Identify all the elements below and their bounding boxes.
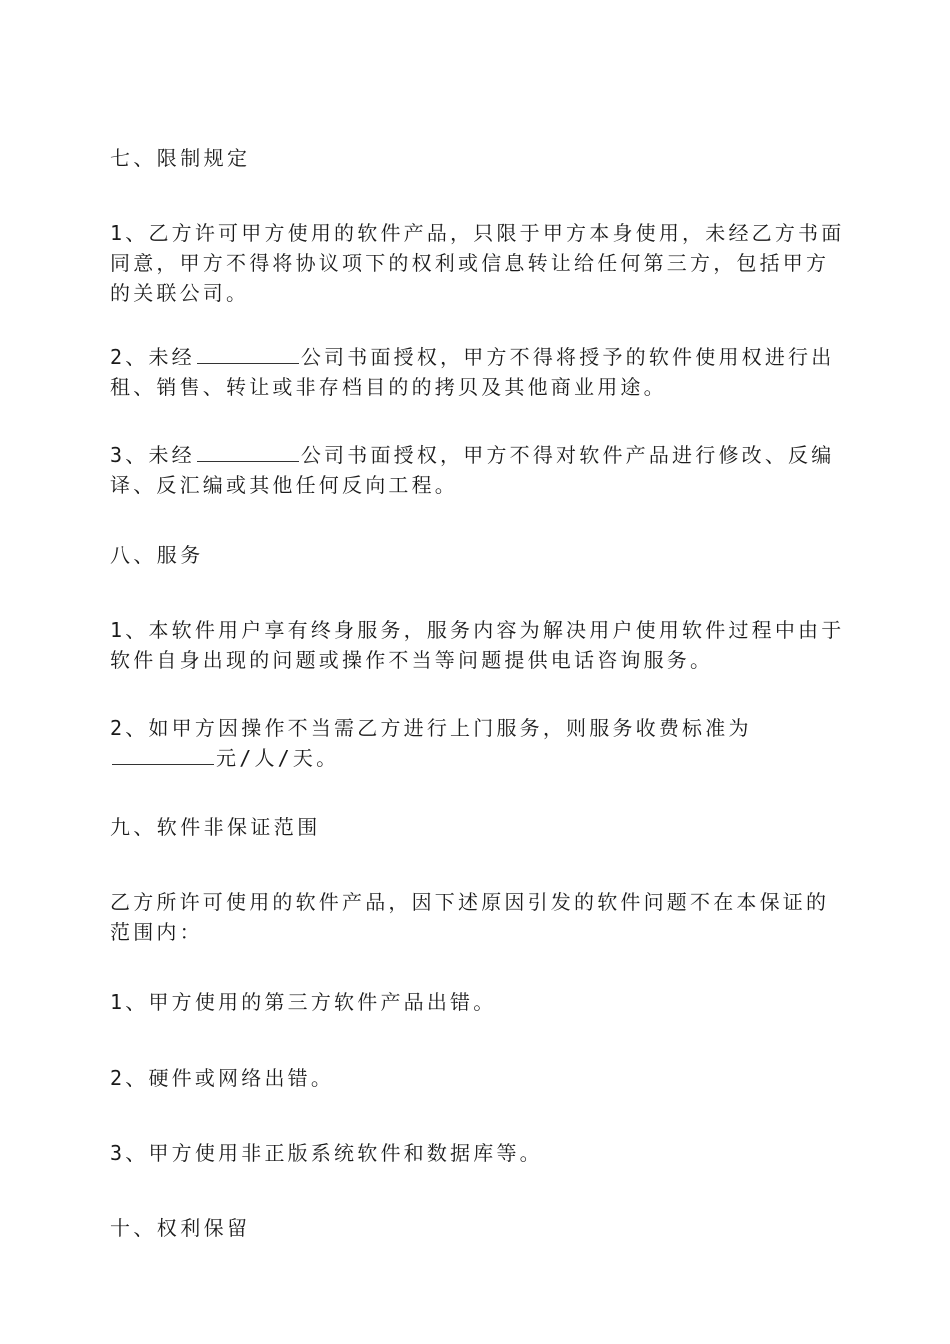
paragraph-7-2-before: 2、未经: [110, 345, 195, 369]
paragraph-7-3-after: 公司书面授权，甲方不得对软件产品进行修改、反编译、反汇编或其他任何反向工程。: [110, 443, 835, 497]
paragraph-8-2: [110, 713, 845, 773]
paragraph-9-1: 1、甲方使用的第三方软件产品出错。: [110, 990, 497, 1014]
fill-in-blank: [197, 441, 299, 462]
paragraph-9-3: 3、甲方使用非正版系统软件和数据库等。: [110, 1141, 543, 1165]
fill-in-blank: [112, 744, 214, 765]
fill-in-blank: [197, 343, 299, 364]
paragraph-7-2: [110, 342, 845, 402]
paragraph-7-3: [110, 440, 845, 500]
paragraph-7-1: 1、乙方许可甲方使用的软件产品，只限于甲方本身使用，未经乙方书面同意，甲方不得将协议项下的权利或信息转让给任何第三方，包括甲方的关联公司。: [110, 221, 845, 305]
paragraph-7-3-before: 3、未经: [110, 443, 195, 467]
section-heading-7: 七、限制规定: [110, 146, 251, 170]
section-heading-10: 十、权利保留: [110, 1216, 251, 1240]
paragraph-9-2: 2、硬件或网络出错。: [110, 1066, 335, 1090]
paragraph-8-2-before: 2、如甲方因操作不当需乙方进行上门服务，则服务收费标准为: [110, 716, 752, 740]
section-heading-8: 八、服务: [110, 543, 204, 567]
paragraph-9-intro: 乙方所许可使用的软件产品，因下述原因引发的软件问题不在本保证的范围内：: [110, 890, 830, 944]
paragraph-8-1: 1、本软件用户享有终身服务，服务内容为解决用户使用软件过程中由于软件自身出现的问题或操作不当等问题提供电话咨询服务。: [110, 618, 845, 672]
paragraph-7-2-after: 公司书面授权，甲方不得将授予的软件使用权进行出租、销售、转让或非存档目的的拷贝及其他商业用途。: [110, 345, 835, 399]
section-heading-9: 九、软件非保证范围: [110, 815, 321, 839]
paragraph-8-2-after: 元/人/天。: [216, 746, 340, 770]
